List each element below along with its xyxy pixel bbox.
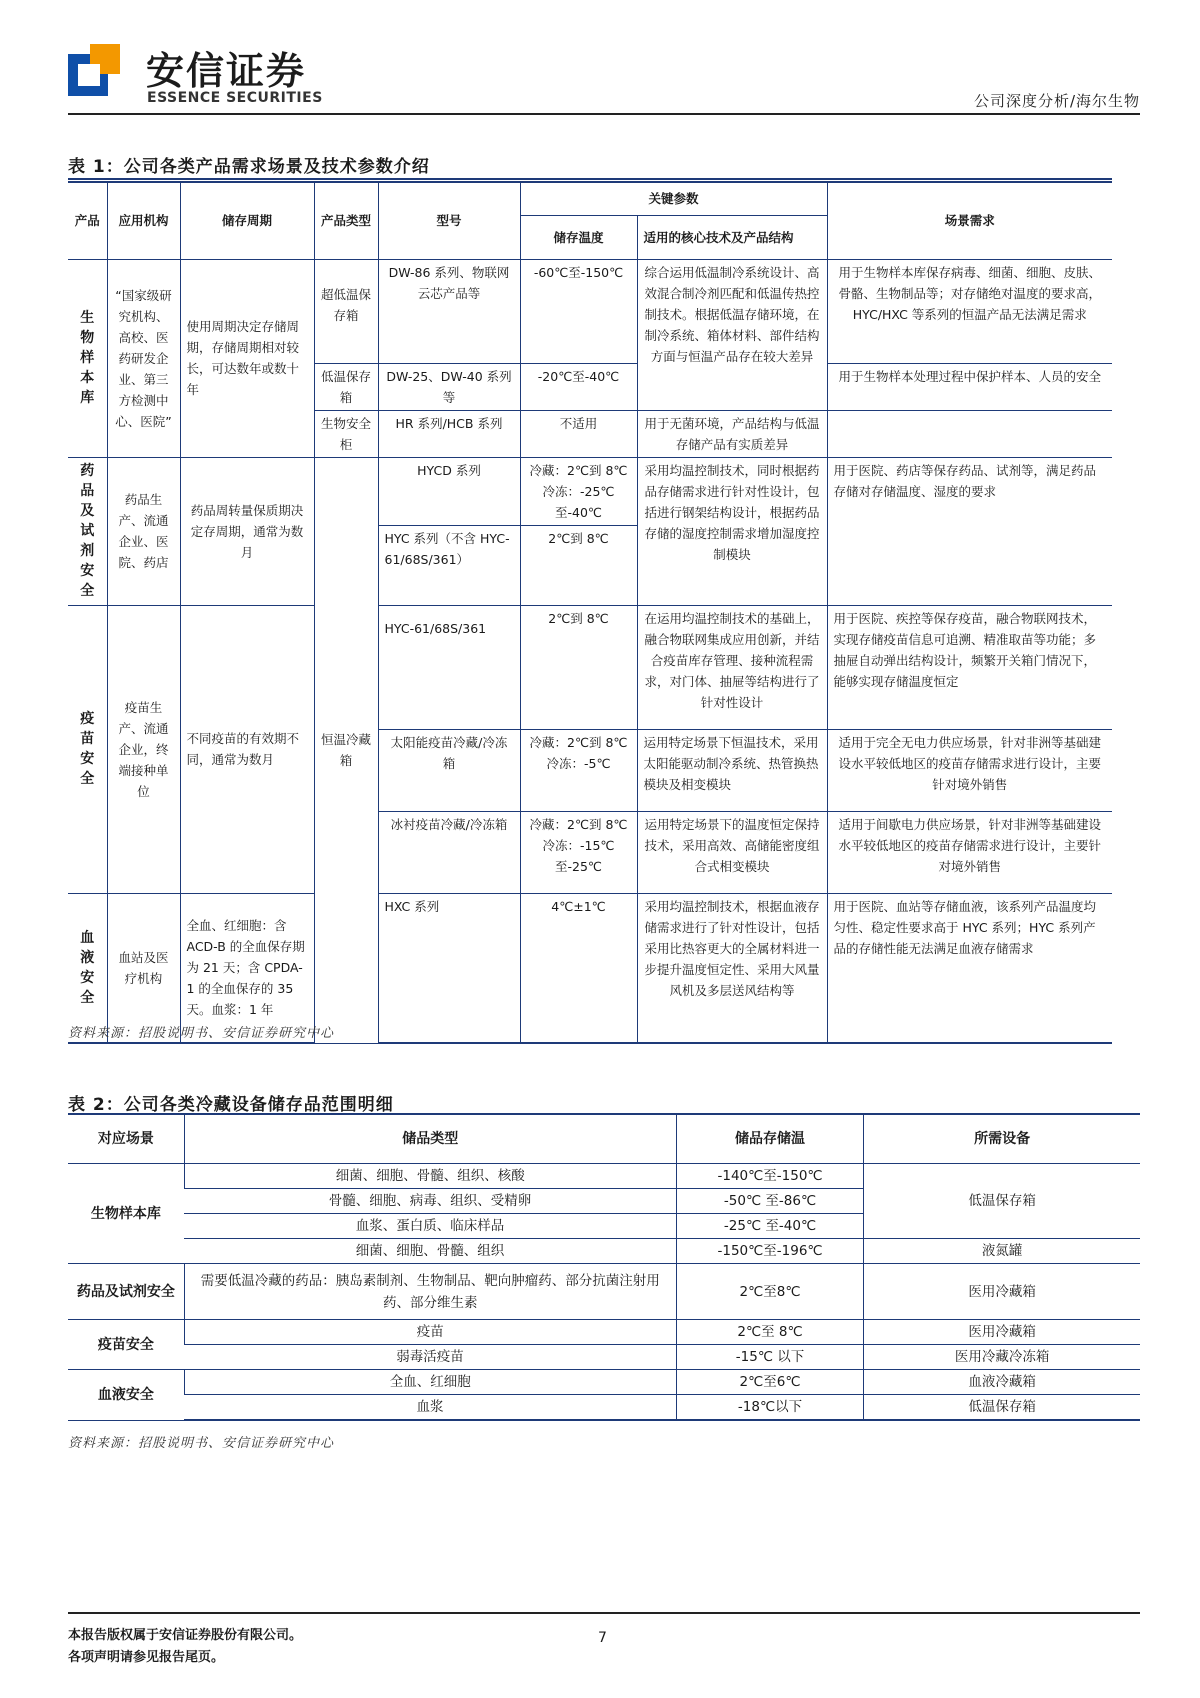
t1-blood-period: 全血、红细胞：含 ACD-B 的全血保存期为 21 天；含 CPDA-1 的全血保存的 35 天。血浆：1 年 bbox=[180, 893, 314, 1043]
t2-blood-temp-1: 2℃至6℃ bbox=[676, 1370, 863, 1395]
t2-blood-device-2: 低温保存箱 bbox=[864, 1395, 1140, 1421]
t2-vaccine-device-2: 医用冷藏冷冻箱 bbox=[864, 1345, 1140, 1370]
t1-category-bio: 生物样本库 bbox=[68, 259, 107, 457]
t2-bio-temp-3: -25℃ 至-40℃ bbox=[676, 1214, 863, 1239]
t2-drug-item: 需要低温冷藏的药品：胰岛素制剂、生物制品、靶向肿瘤药、部分抗菌注射用药、部分维生素 bbox=[184, 1264, 676, 1320]
t1-vaccine-institution: 疫苗生产、流通企业，终端接种单位 bbox=[107, 605, 180, 893]
t1-blood-scene: 用于医院、血站等存储血液，该系列产品温度均匀性、稳定性要求高于 HYC 系列；HYC 系列产品的存储性能无法满足血液存储需求 bbox=[827, 893, 1112, 1043]
table2 bbox=[68, 1113, 1140, 1421]
table1-source: 资料来源：招股说明书、安信证券研究中心 bbox=[68, 1026, 335, 1041]
t2-blood-item-1: 全血、红细胞 bbox=[184, 1370, 676, 1395]
t1-bio-institution: “国家级研究机构、高校、医药研发企业、第三方检测中心、医院” bbox=[107, 259, 180, 457]
t1-vaccine-scene-1: 用于医院、疾控等保存疫苗，融合物联网技术，实现存储疫苗信息可追溯、精准取苗等功能；多抽屉自动弹出结构设计，频繁开关箱门情况下，能够实现存储温度恒定 bbox=[827, 605, 1112, 729]
t1-drug-model-1: HYCD 系列 bbox=[378, 457, 520, 525]
t2-header-temp: 储品存储温 bbox=[676, 1114, 863, 1164]
t1-vaccine-model-2: 太阳能疫苗冷藏/冷冻箱 bbox=[378, 729, 520, 811]
t1-bio-tech-3: 用于无菌环境，产品结构与低温存储产品有实质差异 bbox=[637, 410, 827, 457]
t2-bio-item-1: 细菌、细胞、骨髓、组织、核酸 bbox=[184, 1164, 676, 1189]
t2-vaccine-temp-1: 2℃至 8℃ bbox=[676, 1320, 863, 1345]
t1-bio-model-1: DW-86 系列、物联网云芯产品等 bbox=[378, 259, 520, 363]
page-header bbox=[68, 40, 1140, 112]
t1-bio-tech-1: 综合运用低温制冷系统设计、高效混合制冷剂匹配和低温传热控制技术。根据低温存储环境，在制冷系统、箱体材料、部件结构方面与恒温产品存在较大差异 bbox=[637, 259, 827, 410]
t1-vaccine-model-3: 冰衬疫苗冷藏/冷冻箱 bbox=[378, 811, 520, 893]
t2-blood-device-1: 血液冷藏箱 bbox=[864, 1370, 1140, 1395]
t2-bio-device-4: 液氮罐 bbox=[864, 1239, 1140, 1264]
t1-bio-temp-3: 不适用 bbox=[520, 410, 637, 457]
table2-source: 资料来源：招股说明书、安信证券研究中心 bbox=[68, 1436, 335, 1451]
t1-header-core-tech: 适用的核心技术及产品结构 bbox=[637, 215, 827, 259]
t1-vaccine-scene-2: 适用于完全无电力供应场景，针对非洲等基础建设水平较低地区的疫苗存储需求进行设计，主要针对境外销售 bbox=[827, 729, 1112, 811]
t1-drug-tech: 采用均温控制技术，同时根据药品存储需求进行针对性设计，包括进行钢架结构设计，根据药品存储的湿度控制需求增加湿度控制模块 bbox=[637, 457, 827, 605]
t2-bio-item-4: 细菌、细胞、骨髓、组织 bbox=[184, 1239, 676, 1264]
t2-scene-blood: 血液安全 bbox=[68, 1370, 184, 1421]
t1-drug-model-2: HYC 系列（不含 HYC-61/68S/361） bbox=[378, 525, 520, 605]
t1-drug-temp-1: 冷藏：2℃到 8℃ 冷冻：-25℃至-40℃ bbox=[520, 457, 637, 525]
t2-vaccine-item-2: 弱毒活疫苗 bbox=[184, 1345, 676, 1370]
page-number: 7 bbox=[598, 1630, 607, 1646]
t2-scene-drug: 药品及试剂安全 bbox=[68, 1264, 184, 1320]
t2-bio-device: 低温保存箱 bbox=[864, 1164, 1140, 1239]
t1-header-product-type: 产品类型 bbox=[314, 182, 378, 259]
doc-label: 公司深度分析/海尔生物 bbox=[973, 92, 1140, 110]
t2-bio-temp-4: -150℃至-196℃ bbox=[676, 1239, 863, 1264]
table1-caption-rule bbox=[68, 178, 1112, 180]
brand-name-en: ESSENCE SECURITIES bbox=[147, 90, 323, 106]
footer-line-1: 本报告版权属于安信证券股份有限公司。 bbox=[68, 1628, 303, 1643]
t1-vaccine-model-1: HYC-61/68S/361 bbox=[378, 605, 520, 729]
t1-category-vaccine: 疫苗安全 bbox=[68, 605, 107, 893]
t1-drug-scene: 用于医院、药店等保存药品、试剂等，满足药品存储对存储温度、湿度的要求 bbox=[827, 457, 1112, 605]
t1-category-drug: 药品及试剂安全 bbox=[68, 457, 107, 605]
t1-bio-temp-2: -20℃至-40℃ bbox=[520, 363, 637, 410]
t2-vaccine-device-1: 医用冷藏箱 bbox=[864, 1320, 1140, 1345]
t2-bio-temp-2: -50℃ 至-86℃ bbox=[676, 1189, 863, 1214]
t1-header-storage-temp: 储存温度 bbox=[520, 215, 637, 259]
t1-category-blood: 血液安全 bbox=[68, 893, 107, 1043]
t2-scene-vaccine: 疫苗安全 bbox=[68, 1320, 184, 1370]
t1-bio-scene-3 bbox=[827, 410, 1112, 457]
footer-disclaimer bbox=[68, 1625, 302, 1669]
t1-bio-type-low: 低温保存箱 bbox=[314, 363, 378, 410]
t2-vaccine-item-1: 疫苗 bbox=[184, 1320, 676, 1345]
t1-vaccine-tech-3: 运用特定场景下的温度恒定保持技术，采用高效、高储能密度组合式相变模块 bbox=[637, 811, 827, 893]
footer-line-2: 各项声明请参见报告尾页。 bbox=[68, 1650, 225, 1665]
t1-header-key-params: 关键参数 bbox=[520, 182, 827, 215]
t1-bio-period: 使用周期决定存储周期，存储周期相对较长，可达数年或数十年 bbox=[180, 259, 314, 457]
table1-caption: 表 1：公司各类产品需求场景及技术参数介绍 bbox=[68, 157, 430, 177]
t2-header-item: 储品类型 bbox=[184, 1114, 676, 1164]
t1-bio-type-cabinet: 生物安全柜 bbox=[314, 410, 378, 457]
t2-bio-temp-1: -140℃至-150℃ bbox=[676, 1164, 863, 1189]
t2-bio-item-2: 骨髓、细胞、病毒、组织、受精卵 bbox=[184, 1189, 676, 1214]
t1-bio-temp-1: -60℃至-150℃ bbox=[520, 259, 637, 363]
t1-bio-scene-1: 用于生物样本库保存病毒、细菌、细胞、皮肤、骨骼、生物制品等；对存储绝对温度的要求高，HYC/HXC 等系列的恒温产品无法满足需求 bbox=[827, 259, 1112, 363]
t2-drug-temp: 2℃至8℃ bbox=[676, 1264, 863, 1320]
t1-vaccine-temp-2: 冷藏：2℃到 8℃ 冷冻：-5℃ bbox=[520, 729, 637, 811]
t2-scene-bio: 生物样本库 bbox=[68, 1164, 184, 1264]
t1-blood-tech: 采用均温控制技术，根据血液存储需求进行了针对性设计，包括采用比热容更大的全属材料进一步提升温度恒定性、采用大风量风机及多层送风结构等 bbox=[637, 893, 827, 1043]
t2-drug-device: 医用冷藏箱 bbox=[864, 1264, 1140, 1320]
t1-vaccine-tech-2: 运用特定场景下恒温技术，采用太阳能驱动制冷系统、热管换热模块及相变模块 bbox=[637, 729, 827, 811]
t1-drug-period: 药品周转量保质期决定存周期，通常为数月 bbox=[180, 457, 314, 605]
t1-bio-model-2: DW-25、DW-40 系列等 bbox=[378, 363, 520, 410]
t1-vaccine-temp-3: 冷藏：2℃到 8℃ 冷冻：-15℃至-25℃ bbox=[520, 811, 637, 893]
t1-blood-model: HXC 系列 bbox=[378, 893, 520, 1043]
t1-drug-temp-2: 2℃到 8℃ bbox=[520, 525, 637, 605]
t1-vaccine-tech-1: 在运用均温控制技术的基础上，融合物联网集成应用创新，并结合疫苗库存管理、接种流程需求，对门体、抽屉等结构进行了针对性设计 bbox=[637, 605, 827, 729]
t1-header-storage-period: 储存周期 bbox=[180, 182, 314, 259]
t1-bio-model-3: HR 系列/HCB 系列 bbox=[378, 410, 520, 457]
t1-blood-institution: 血站及医疗机构 bbox=[107, 893, 180, 1043]
t2-blood-item-2: 血浆 bbox=[184, 1395, 676, 1421]
t1-header-model: 型号 bbox=[378, 182, 520, 259]
t2-header-device: 所需设备 bbox=[864, 1114, 1140, 1164]
t1-drug-institution: 药品生产、流通企业、医院、药店 bbox=[107, 457, 180, 605]
t1-header-product: 产品 bbox=[68, 182, 107, 259]
t1-header-institution: 应用机构 bbox=[107, 182, 180, 259]
t1-vaccine-scene-3: 适用于间歇电力供应场景，针对非洲等基础建设水平较低地区的疫苗存储需求进行设计，主要针对境外销售 bbox=[827, 811, 1112, 893]
t2-bio-item-3: 血浆、蛋白质、临床样品 bbox=[184, 1214, 676, 1239]
header-divider bbox=[68, 113, 1140, 115]
t1-bio-type-ultra-low: 超低温保存箱 bbox=[314, 259, 378, 363]
t1-header-scene: 场景需求 bbox=[827, 182, 1112, 259]
t1-bio-scene-2: 用于生物样本处理过程中保护样本、人员的安全 bbox=[827, 363, 1112, 410]
brand-name-cn: 安信证券 bbox=[146, 49, 307, 93]
t1-vaccine-temp-1: 2℃到 8℃ bbox=[520, 605, 637, 729]
table2-caption: 表 2：公司各类冷藏设备储存品范围明细 bbox=[68, 1095, 394, 1115]
t1-blood-temp: 4℃±1℃ bbox=[520, 893, 637, 1043]
table1 bbox=[68, 181, 1112, 1044]
essence-logo-icon bbox=[68, 44, 120, 96]
t2-blood-temp-2: -18℃以下 bbox=[676, 1395, 863, 1421]
t2-vaccine-temp-2: -15℃ 以下 bbox=[676, 1345, 863, 1370]
footer-divider bbox=[68, 1612, 1140, 1614]
t1-vaccine-period: 不同疫苗的有效期不同，通常为数月 bbox=[180, 605, 314, 893]
t1-constant-type: 恒温冷藏箱 bbox=[314, 457, 378, 1043]
t2-header-scene: 对应场景 bbox=[68, 1114, 184, 1164]
